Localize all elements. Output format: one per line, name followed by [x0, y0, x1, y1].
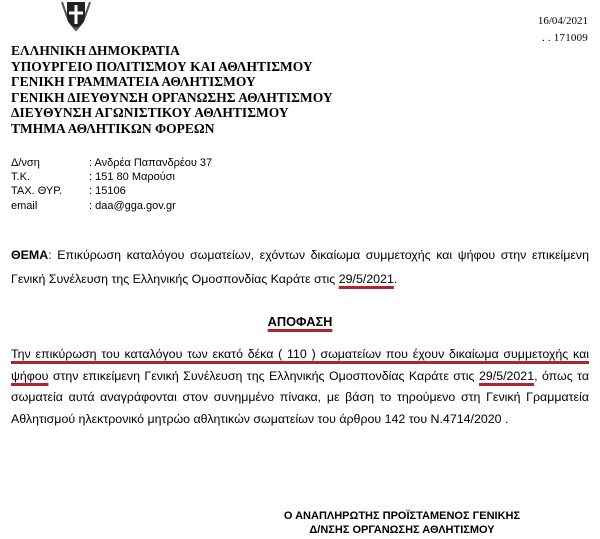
decision-paragraph [11, 344, 589, 430]
contact-row [11, 199, 212, 213]
signature-line: Ο ΑΝΑΠΛΗΡΩΤΗΣ ΠΡΟΪΣΤΑΜΕΝΟΣ ΓΕΝΙΚΗΣ [283, 510, 521, 522]
subject-end: . [393, 272, 398, 286]
subject-label: ΘΕΜΑ [11, 248, 49, 262]
header-line: ΓΕΝΙΚΗ ΔΙΕΥΘΥΝΣΗ ΟΡΓΑΝΩΣΗΣ ΑΘΛΗΤΙΣΜΟΥ [11, 89, 333, 105]
header-line: ΓΕΝΙΚΗ ΓΡΑΜΜΑΤΕΙΑ ΑΘΛΗΤΙΣΜΟΥ [11, 74, 256, 90]
decision-title-wrap [0, 314, 600, 329]
contact-value: : 151 80 Μαρούσι [89, 171, 175, 184]
header-line: ΕΛΛΗΝΙΚΗ ΔΗΜΟΚΡΑΤΙΑ [11, 43, 180, 58]
email-value: : daa@gga.gov.gr [89, 199, 176, 212]
decision-highlight: Την επικύρωση του καταλόγου των εκατό δέκα ( 110 ) σωματείων που έχουν δικαίωμα συμμετοχής και ψήφου [11, 347, 589, 383]
contact-row [11, 184, 212, 198]
contact-value: : 15106 [89, 185, 126, 198]
contact-key: Τ.Κ. [11, 171, 30, 184]
signature-block [205, 509, 599, 537]
contact-value: : Ανδρέα Παπανδρέου 37 [89, 157, 213, 169]
decision-date: 29/5/2021 [478, 368, 535, 383]
greek-coat-of-arms-icon [58, 0, 94, 32]
decision-title: ΑΠΟΦΑΣΗ [267, 314, 333, 329]
contact-row [11, 156, 212, 170]
decision-text: στην επικείμενη Γενική Συνέλευση της Ελληνικής Ομοσπονδίας Καράτε στις [48, 368, 479, 383]
signature-line: Δ/ΝΣΗΣ ΟΡΓΑΝΩΣΗΣ ΑΘΛΗΤΙΣΜΟΥ [309, 524, 495, 536]
issuer-header [11, 43, 333, 137]
contact-block [11, 156, 212, 213]
header-line: ΥΠΟΥΡΓΕΙΟ ΠΟΛΙΤΙΣΜΟΥ ΚΑΙ ΑΘΛΗΤΙΣΜΟΥ [11, 58, 313, 74]
contact-key: ΤΑΧ. ΘΥΡ. [11, 185, 63, 198]
subject-text: : Επικύρωση καταλόγου σωματείων, εχόντων δικαίωμα συμμετοχής και ψήφου στην επικείμενη Γενική Συνέλευση της Ελληνικής Ομοσπονδίας Καράτε στις [11, 248, 589, 286]
contact-key: email [11, 199, 38, 212]
subject-date: 29/5/2021 [338, 272, 394, 286]
header-line: ΤΜΗΜΑ ΑΘΛΗΤΙΚΩΝ ΦΟΡΕΩΝ [11, 120, 215, 136]
contact-key: Δ/νση [11, 157, 40, 169]
header-line: ΔΙΕΥΘΥΝΣΗ ΑΓΩΝΙΣΤΙΚΟΥ ΑΘΛΗΤΙΣΜΟΥ [11, 105, 289, 121]
protocol-number: . . 171009 [542, 32, 588, 44]
subject-paragraph [11, 243, 589, 291]
document-date: 16/04/2021 [537, 15, 588, 27]
contact-row [11, 170, 212, 184]
decision-text-end: , όπως τα σωματεία αυτά αναγράφονται στον συνημμένο πίνακα, με βάση το τηρούμενο στη Γενική Γραμματεία Αθλητισμού ηλεκτρονικό μητρώο αθλητικών σωματείων του άρθρου 142 του Ν.4714/2020 . [11, 368, 589, 426]
